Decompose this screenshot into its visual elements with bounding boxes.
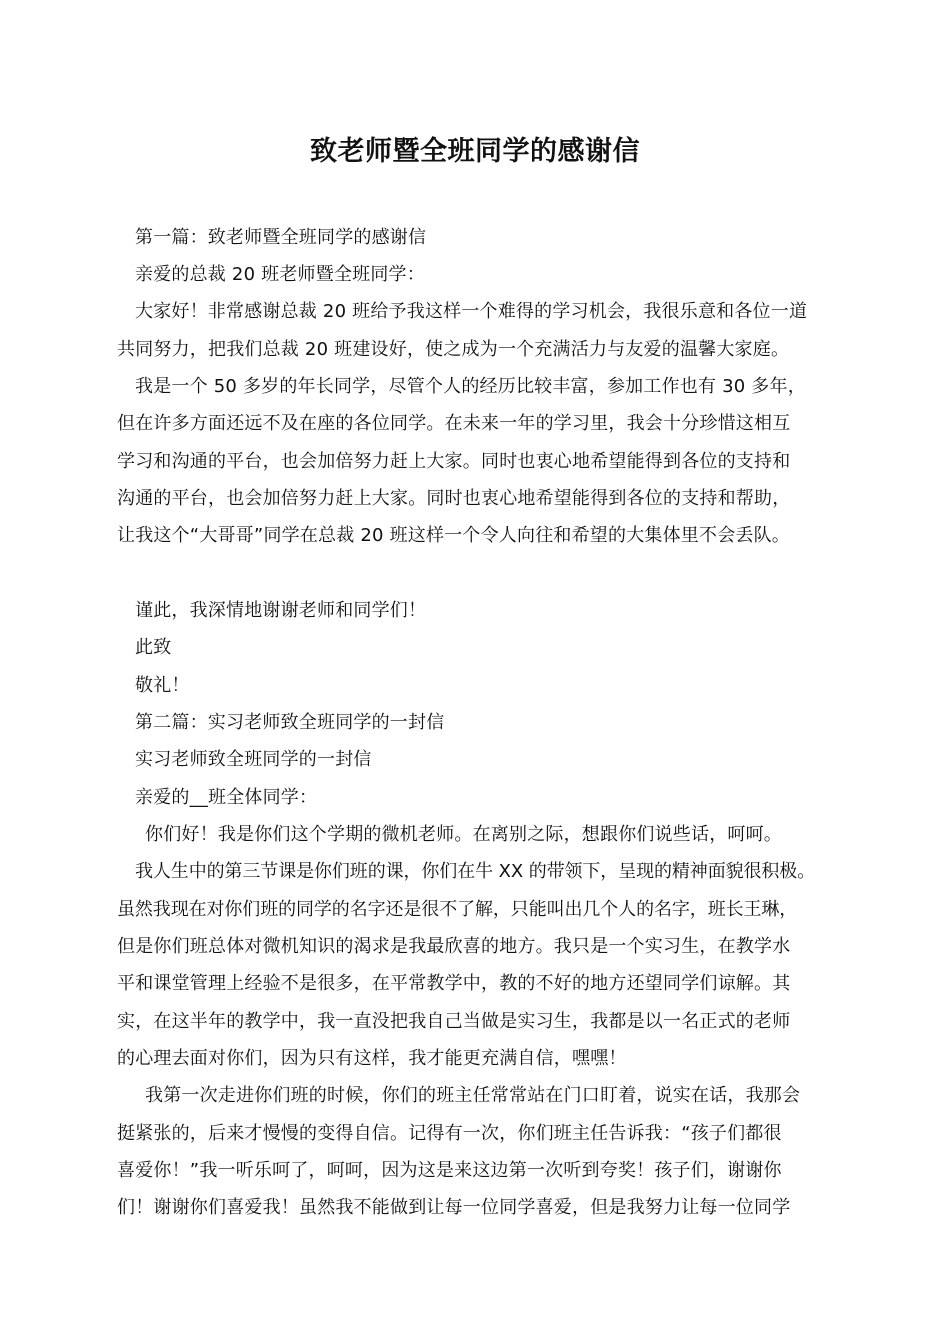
paragraph-line: 我第一次走进你们班的时候，你们的班主任常常站在门口盯着，说实在话，我那会 — [145, 1085, 801, 1106]
paragraph-line: 但是你们班总体对微机知识的渴求是我最欣喜的地方。我只是一个实习生，在教学水 — [117, 936, 791, 957]
paragraph-line: 让我这个“大哥哥”同学在总裁 20 班这样一个令人向往和希望的大集体里不会丢队。 — [117, 525, 790, 546]
paragraph-line: 沟通的平台，也会加倍努力赶上大家。同时也衷心地希望能得到各位的支持和帮助， — [117, 488, 791, 509]
paragraph-line: 你们好！我是你们这个学期的微机老师。在离别之际，想跟你们说些话，呵呵。 — [145, 824, 782, 845]
paragraph-line: 共同努力，把我们总裁 20 班建设好，使之成为一个充满活力与友爱的温馨大家庭。 — [117, 339, 790, 360]
paragraph-line: 第一篇：致老师暨全班同学的感谢信 — [135, 227, 427, 248]
paragraph-line: 亲爱的__班全体同学： — [135, 787, 318, 808]
paragraph-line: 但在许多方面还远不及在座的各位同学。在未来一年的学习里，我会十分珍惜这相互 — [117, 413, 791, 434]
paragraph-line: 们！谢谢你们喜爱我！虽然我不能做到让每一位同学喜爱，但是我努力让每一位同学 — [117, 1197, 791, 1218]
paragraph-line: 实习老师致全班同学的一封信 — [135, 749, 372, 770]
paragraph-line: 的心理去面对你们，因为只有这样，我才能更充满自信，嘿嘿！ — [117, 1048, 627, 1069]
paragraph-line: 我人生中的第三节课是你们班的课，你们在牛 XX 的带领下，呈现的精神面貌很积极。 — [135, 861, 816, 882]
paragraph-line: 我是一个 50 多岁的年长同学，尽管个人的经历比较丰富，参加工作也有 30 多年， — [135, 376, 806, 397]
paragraph-line: 亲爱的总裁 20 班老师暨全班同学： — [135, 264, 425, 285]
paragraph-line: 平和课堂管理上经验不是很多，在平常教学中，教的不好的地方还望同学们谅解。其 — [117, 973, 791, 994]
paragraph-line: 谨此，我深情地谢谢老师和同学们！ — [135, 600, 427, 621]
document-title: 致老师暨全班同学的感谢信 — [310, 136, 640, 167]
paragraph-line: 学习和沟通的平台，也会加倍努力赶上大家。同时也衷心地希望能得到各位的支持和 — [117, 451, 791, 472]
paragraph-line: 敬礼！ — [135, 675, 190, 696]
section-heading: 第二篇：实习老师致全班同学的一封信 — [135, 712, 445, 733]
paragraph-line: 虽然我现在对你们班的同学的名字还是很不了解，只能叫出几个人的名字，班长王琳， — [117, 899, 798, 920]
paragraph-line: 此致 — [135, 637, 172, 658]
paragraph-line: 挺紧张的，后来才慢慢的变得自信。记得有一次，你们班主任告诉我：“孩子们都很 — [117, 1123, 782, 1144]
paragraph-line: 实，在这半年的教学中，我一直没把我自己当做是实习生，我都是以一名正式的老师 — [117, 1011, 791, 1032]
paragraph-line: 大家好！非常感谢总裁 20 班给予我这样一个难得的学习机会，我很乐意和各位一道 — [135, 301, 808, 322]
paragraph-line: 喜爱你！”我一听乐呵了，呵呵，因为这是来这边第一次听到夸奖！孩子们，谢谢你 — [117, 1160, 782, 1181]
